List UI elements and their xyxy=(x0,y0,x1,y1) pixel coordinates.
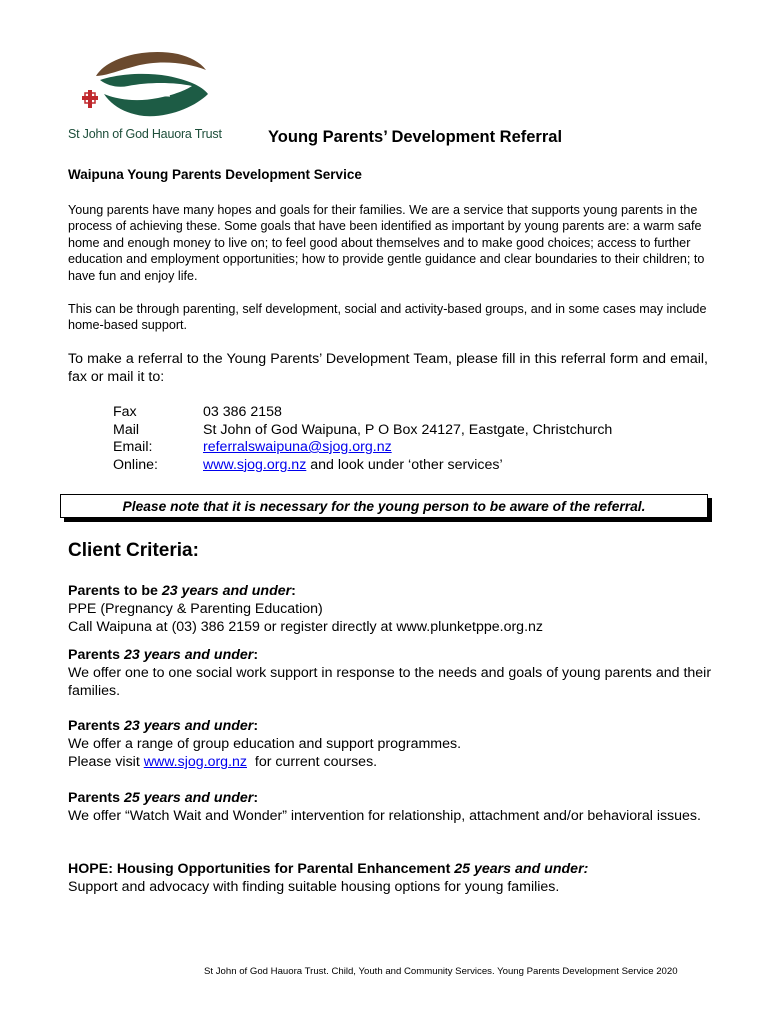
email-label: Email: xyxy=(113,439,153,455)
fax-label: Fax xyxy=(113,404,137,420)
contact-row-fax xyxy=(113,404,612,422)
logo-emblem-icon xyxy=(78,48,213,128)
criteria-item-4 xyxy=(68,789,718,825)
contact-row-mail xyxy=(113,422,612,440)
criteria-item-2 xyxy=(68,646,718,700)
intro-paragraph-2: This can be through parenting, self development, social and activity-based groups, and in some cases may include home-based support. xyxy=(68,302,707,333)
criteria-item-heading xyxy=(68,860,718,878)
page-footer: St John of God Hauora Trust. Child, Youth and Community Services. Young Parents Development Service 2020 xyxy=(204,966,678,977)
mail-label: Mail xyxy=(113,421,140,438)
criteria-item-line: Call Waipuna at (03) 386 2159 or register directly at www.plunketppe.org.nz xyxy=(68,619,544,635)
heading-colon: : xyxy=(253,718,259,734)
notice-text: Please note that it is necessary for the young person to be aware of the referral. xyxy=(122,498,646,514)
heading-colon: : xyxy=(253,790,259,806)
heading-text: Parents xyxy=(68,790,124,806)
online-suffix: and look under ‘other services’ xyxy=(306,456,503,473)
heading-colon: : xyxy=(291,583,296,599)
criteria-item-line: We offer one to one social work support in response to the needs and goals of young parents and their families. xyxy=(68,665,712,699)
contact-row-online xyxy=(113,457,612,475)
heading-age: 25 years and under: xyxy=(454,861,589,877)
heading-text: Parents xyxy=(68,718,124,734)
notice-box xyxy=(60,494,708,518)
criteria-item-3 xyxy=(68,717,718,771)
heading-colon: : xyxy=(253,647,259,663)
criteria-item-5 xyxy=(68,860,718,896)
criteria-item-line: Support and advocacy with finding suitable housing options for young families. xyxy=(68,879,560,895)
heading-text: Parents xyxy=(68,647,124,663)
contact-row-email xyxy=(113,439,612,457)
line-suffix: for current courses. xyxy=(247,754,378,770)
criteria-item-line: PPE (Pregnancy & Parenting Education) xyxy=(68,601,323,617)
criteria-item-1 xyxy=(68,582,718,636)
heading-age: 23 years and under xyxy=(124,718,254,734)
section-subtitle: Waipuna Young Parents Development Service xyxy=(68,167,362,182)
criteria-item-heading xyxy=(68,646,718,664)
online-label: Online: xyxy=(113,456,158,473)
referral-instructions: To make a referral to the Young Parents’ Development Team, please fill in this referral form and email, fax or mail it to: xyxy=(68,351,708,385)
online-value xyxy=(203,457,503,475)
email-link[interactable]: referralswaipuna@sjog.org.nz xyxy=(203,439,392,455)
contact-details xyxy=(113,404,612,474)
page-title: Young Parents’ Development Referral xyxy=(268,128,563,146)
criteria-heading: Client Criteria: xyxy=(68,540,199,561)
heading-age: 23 years and under xyxy=(161,583,292,599)
website-link[interactable]: www.sjog.org.nz xyxy=(203,456,307,473)
mail-value: St John of God Waipuna, P O Box 24127, Eastgate, Christchurch xyxy=(203,421,613,438)
fax-value: 03 386 2158 xyxy=(203,404,282,420)
courses-link[interactable]: www.sjog.org.nz xyxy=(143,754,247,770)
criteria-item-heading xyxy=(68,717,718,735)
criteria-item-heading xyxy=(68,582,718,600)
intro-paragraph-1: Young parents have many hopes and goals for their families. We are a service that supports young parents in the process of achieving these. Some goals that have been identified as important by young parents are: a warm safe home and enough money to live on; to feel good about themselves and to make good choices; access to further education and employment opportunities; how to provide gentle guidance and clear boundaries to their children; to have fun and enjoy life. xyxy=(68,203,705,283)
criteria-item-line: We offer a range of group education and support programmes. xyxy=(68,736,462,752)
line-prefix: Please visit xyxy=(68,754,144,770)
criteria-item-line xyxy=(68,753,718,771)
org-logo-name: St John of God Hauora Trust xyxy=(68,127,222,141)
heading-text: Parents to be xyxy=(68,583,162,599)
heading-age: 23 years and under xyxy=(124,647,254,663)
criteria-item-line: We offer “Watch Wait and Wonder” intervention for relationship, attachment and/or behavioral issues. xyxy=(68,808,701,824)
heading-text: HOPE: Housing Opportunities for Parental Enhancement xyxy=(68,861,455,877)
heading-age: 25 years and under xyxy=(124,790,254,806)
criteria-item-heading xyxy=(68,789,718,807)
